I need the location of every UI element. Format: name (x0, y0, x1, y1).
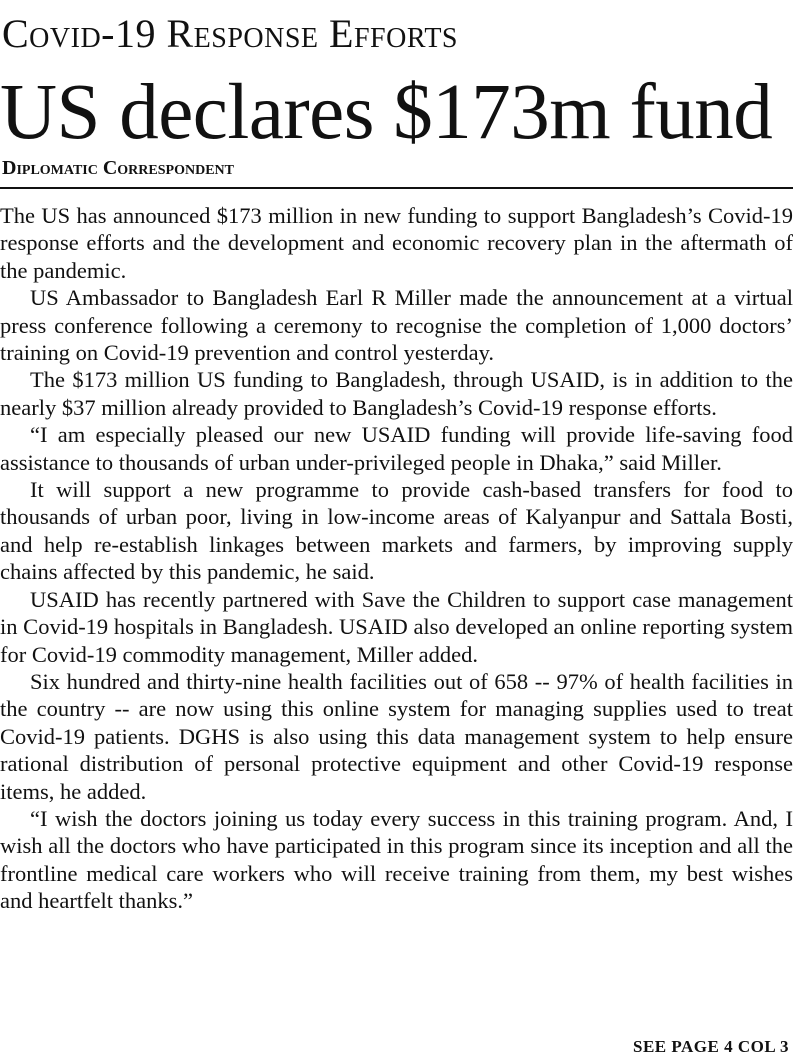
body-paragraph: It will support a new programme to provide cash-based transfers for food to thousands of urban poor, living in low-income areas of Kalyanpur and Sattala Bosti, and help re-establish linkages between markets and farmers, by improving supply chains affected by this pandemic, he said. (0, 477, 793, 585)
body-paragraph: Six hundred and thirty-nine health facilities out of 658 -- 97% of health facilities in the country -- are now using this online system for managing supplies used to treat Covid-19 patients. DGHS is also using this data management system to help ensure rational distribution of personal protective equipment and other Covid-19 response items, he added. (0, 668, 793, 804)
continuation-note: SEE PAGE 4 COL 3 (633, 1037, 789, 1056)
section-kicker: Covid-19 Response Efforts (2, 11, 458, 56)
body-paragraph: US Ambassador to Bangladesh Earl R Miller made the announcement at a virtual press conference following a ceremony to recognise the completion of 1,000 doctors’ training on Covid-19 prevention and control yesterday. (0, 285, 793, 366)
byline-divider (0, 187, 793, 189)
body-paragraph: “I wish the doctors joining us today every success in this training program. And, I wish all the doctors who have participated in this program since its inception and all the frontline medical care workers who will receive training from them, my best wishes and heartfelt thanks.” (0, 805, 793, 914)
byline: Diplomatic Correspondent (2, 157, 234, 179)
body-paragraph: USAID has recently partnered with Save the Children to support case management in Covid-19 hospitals in Bangladesh. USAID also developed an online reporting system for Covid-19 commodity management, Miller added. (0, 586, 793, 667)
headline: US declares $173m fund (0, 69, 773, 156)
body-paragraph: The $173 million US funding to Bangladesh, through USAID, is in addition to the nearly $37 million already provided to Bangladesh’s Covid-19 response efforts. (0, 367, 793, 420)
article-body (0, 202, 793, 915)
body-paragraph: “I am especially pleased our new USAID funding will provide life-saving food assistance to thousands of urban under-privileged people in Dhaka,” said Miller. (0, 422, 793, 475)
body-paragraph: The US has announced $173 million in new funding to support Bangladesh’s Covid-19 response efforts and the development and economic recovery plan in the aftermath of the pandemic. (0, 203, 793, 283)
